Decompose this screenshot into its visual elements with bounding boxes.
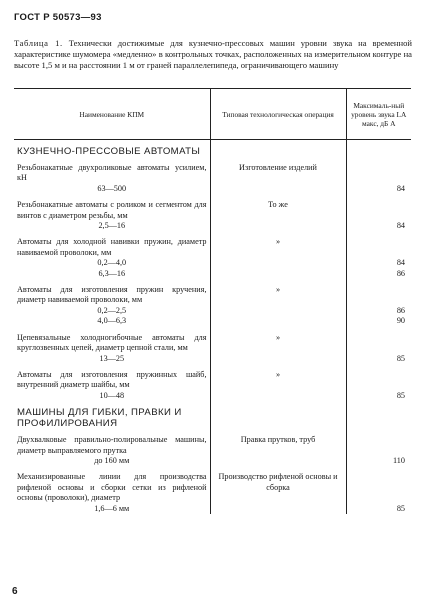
table-row [14, 279, 411, 306]
table-header-row [14, 89, 411, 140]
column-header-operation: Типовая технологическая операция [210, 89, 346, 140]
section-title: МАШИНЫ ДЛЯ ГИБКИ, ПРАВКИ И ПРОФИЛИРОВАНИЯ [17, 407, 182, 430]
machine-description: Резьбонакатные автоматы с роликом и сегментом для винтов с диаметром резьбы, мм [17, 200, 207, 220]
sound-level-cell: 84 [346, 194, 411, 231]
operation-spacer-cell [210, 258, 346, 279]
section-operation-cell [210, 401, 346, 429]
operation-spacer-cell [210, 456, 346, 466]
machine-parameter-range: 2,5—16 [98, 221, 126, 231]
operation-cell: То же [210, 194, 346, 221]
sound-level-cell: 85 [346, 364, 411, 401]
sound-level-cell: 110 [346, 429, 411, 466]
table-row [14, 466, 411, 503]
sound-level-cell: 85 [346, 466, 411, 514]
machine-parameter-range: 0,2—2,5 4,0—6,3 [97, 305, 127, 326]
machine-description: Автоматы для изготовления пружин кручения, диаметр навиваемой проволоки, мм [17, 285, 207, 305]
column-header-name: Наименование КПМ [14, 89, 210, 140]
table-body [14, 140, 411, 514]
sound-level-cell: 85 [346, 327, 411, 364]
operation-cell: Изготовление изделий [210, 157, 346, 184]
operation-spacer-cell [210, 391, 346, 401]
machine-description: Резьбонакатные двухроликовые автоматы усилием, кН [17, 163, 207, 183]
section-title: КУЗНЕЧНО-ПРЕССОВЫЕ АВТОМАТЫ [17, 146, 201, 157]
operation-cell: » [210, 364, 346, 391]
table-caption-text: Технически достижимые для кузнечно-прессовых машин уровни звука на временной характеристике шумомера «медленно» в контрольных точках, расположенных на измерительном контуре на высоте 1,5 м и на расстоянии 1 м от граней параллелепипеда, ограничивающего машину [14, 38, 413, 71]
machine-parameter-range: 13—25 [99, 353, 125, 363]
operation-spacer-cell [210, 184, 346, 194]
section-row [14, 140, 411, 158]
machine-parameter-range: до 160 мм [94, 455, 130, 465]
section-row [14, 401, 411, 429]
section-operation-cell [210, 140, 346, 158]
standard-header: ГОСТ Р 50573—93 [14, 12, 102, 23]
machine-parameter-range: 1,6—6 мм [94, 503, 130, 513]
page-number: 6 [12, 586, 18, 597]
sound-level-cell: 84 86 [346, 231, 411, 279]
section-level-cell [346, 401, 411, 429]
table-row [14, 364, 411, 391]
machine-parameter-range: 0,2—4,0 6,3—16 [97, 258, 127, 278]
operation-cell: Производство рифленой основы и сборка [210, 466, 346, 503]
table-row [14, 327, 411, 354]
section-level-cell [346, 140, 411, 158]
noise-level-table [14, 88, 411, 514]
machine-description: Двухвалковые правильно-полировальные машины, диаметр выправляемого прутка [17, 435, 207, 455]
table-row [14, 157, 411, 184]
machine-description: Цепевязальные холодногибочные автоматы для круглозвенных цепей, диаметр цепной стали, мм [17, 332, 207, 353]
operation-cell: » [210, 279, 346, 306]
operation-spacer-cell [210, 504, 346, 514]
table-caption [14, 38, 412, 72]
machine-parameter-range: 10—48 [99, 390, 125, 400]
machine-description: Автоматы для холодной навивки пружин, диаметр навиваемой проволоки, мм [17, 237, 207, 257]
operation-spacer-cell [210, 306, 346, 327]
operation-spacer-cell [210, 354, 346, 364]
operation-cell: Правка прутков, труб [210, 429, 346, 456]
machine-parameter-range: 63—500 [97, 183, 127, 193]
sound-level-cell: 84 [346, 157, 411, 194]
table-caption-lead: Таблица 1. [14, 38, 63, 48]
machine-description: Механизированные линии для производства рифленой основы и сборки сетки из рифленой основы (проволоки), диаметр [17, 472, 207, 503]
table-row [14, 429, 411, 456]
table-row [14, 231, 411, 258]
operation-cell: » [210, 327, 346, 354]
operation-spacer-cell [210, 221, 346, 231]
sound-level-cell: 86 90 [346, 279, 411, 327]
machine-description: Автоматы для изготовления пружинных шайб, внутренний диаметр шайбы, мм [17, 369, 207, 390]
operation-cell: » [210, 231, 346, 258]
table-row [14, 194, 411, 221]
column-header-level: Максималь-ный уровень звука LA макс, дБ А [346, 89, 411, 140]
